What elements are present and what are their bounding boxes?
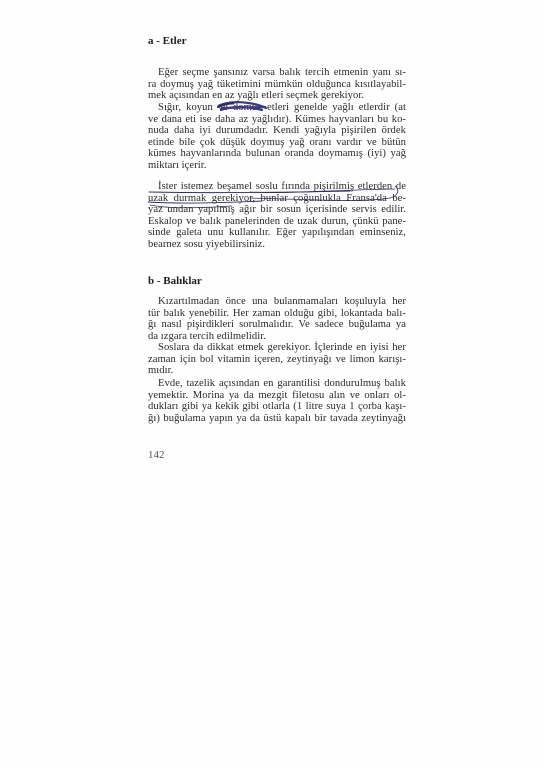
text-line: Evde, tazelik açısından en garantilisi dondurulmuş balık (158, 378, 406, 389)
text-line: mek açısından en az yağlı etleri seçmek gerekiyor. (148, 90, 365, 102)
text-line: Eğer seçme şansınız varsa balık tercih etmenin yanı sı- (158, 67, 406, 78)
text-line: İster istemez beşamel soslu fırında pişirilmiş etlerden de (158, 181, 406, 192)
page-number: 142 (148, 449, 165, 461)
section-b-paragraph-3 (148, 378, 406, 424)
section-b-heading: b - Balıklar (148, 275, 202, 287)
section-a-heading: a - Etler (148, 35, 187, 47)
text-line: nuda daha iyi durumdadır. Kendi yağıyla pişirilen ördek (148, 125, 406, 137)
text-line: ğı nasıl pişirdikleri sorulmalıdır. Ve sadece buğulama ya (148, 319, 406, 331)
text-line: yemektir. Morina ya da mezgit filetosu alın ve onları ol- (148, 389, 406, 401)
text-line: Soslara da dikkat etmek gerekiyor. İçlerinde en iyisi her (158, 342, 406, 353)
section-b-paragraph-2 (148, 342, 406, 377)
text-line: etinde bile çok düşük doymuş yağ oranı vardır ve bütün (148, 136, 406, 148)
section-a-paragraph-3 (148, 181, 406, 251)
section-a-paragraph-1 (148, 67, 406, 102)
section-b-paragraph-1 (148, 296, 406, 342)
text-line: yaz undan yapılmış ağır bir sosun içerisinde servis edilir. (148, 204, 406, 216)
text-line: mıdır. (148, 365, 174, 377)
section-a-paragraph-2 (148, 102, 406, 172)
text-line: Eskalop ve balık panelerinden de uzak durun, çünkü pane- (148, 215, 406, 227)
text-line: Kızartılmadan önce una bulanmamaları koşuluyla her (158, 296, 406, 307)
text-line: kümes hayvanlarında bulunan oranda doymamış (iyi) yağ (148, 148, 406, 160)
text-line: da ızgara tercih edilmelidir. (148, 330, 266, 342)
text-line: tür balık yenebilir. Her zaman olduğu gibi, lokantada balı- (148, 307, 406, 319)
text-line: ve dana eti ise daha az yağlıdır). Kümes hayvanları bu ko- (148, 113, 406, 125)
text-line: ra doymuş yağ tüketimini mümkün olduğunca kısıtlayabil- (148, 78, 406, 90)
text-line: ğı) buğulama yapın ya da üstü kapalı bir tavada zeytinyağı (148, 412, 406, 424)
text-line: Sığır, koyun ve domuz etleri genelde yağlı etlerdir (at (158, 102, 406, 113)
text-line: bearnez sosu yiyebilirsiniz. (148, 238, 266, 250)
text-line: sinde galeta unu kullanılır. Eğer yapılışından eminseniz, (148, 227, 406, 239)
text-line: zaman için bol vitamin içeren, zeytinyağı ve limon karışı- (148, 353, 406, 365)
text-line: dukları gibi ya kekik gibi otlarla (1 litre suya 1 çorba kaşı- (148, 401, 406, 413)
text-line: miktarı içerir. (148, 159, 207, 171)
text-line: uzak durmak gerekiyor, bunlar çoğunlukla Fransa'da be- (148, 192, 406, 204)
